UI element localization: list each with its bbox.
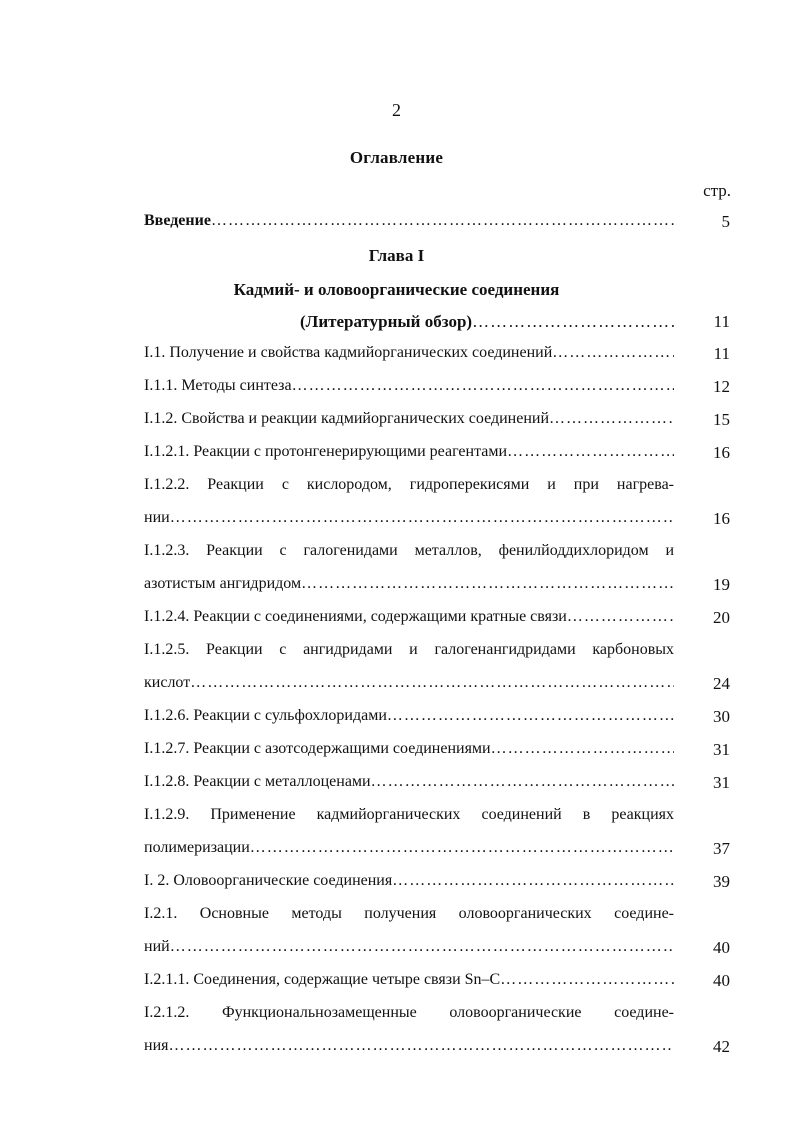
toc-entry[interactable] [144,707,674,729]
leader-dots [190,674,674,692]
leader-dots [170,938,674,956]
toc-entry-page: 42 [713,1037,730,1056]
toc-entry-title-line: I.2.1. Основные методы получения оловоорганических соедине- [144,905,674,922]
leader-dots [211,212,674,230]
toc-entry[interactable] [144,509,674,531]
toc-entry-page: 20 [713,608,730,627]
leader-dots [301,575,674,593]
leader-dots [292,377,674,395]
toc-entry-page: 5 [721,212,730,231]
pages-column-header: стр. [703,181,731,200]
toc-entry[interactable] [144,443,674,465]
toc-entry[interactable] [144,938,674,960]
toc-entry-title: I.2.1.1. Соединения, содержащие четыре связи Sn–C [144,971,501,988]
toc-entry-title: I.1.2.7. Реакции с азотсодержащими соединениями [144,740,491,757]
leader-dots [371,773,674,791]
toc-entry-title: Введение [144,212,211,229]
toc-entry-title: ния [144,1037,169,1054]
chapter-subtitle: Кадмий- и оловоорганические соединения [233,280,560,299]
page-number: 2 [392,100,401,120]
toc-entry-title: I. 2. Оловоорганические соединения [144,872,393,889]
toc-entry-page: 40 [713,971,730,990]
toc-entry-page: 40 [713,938,730,957]
leader-dots [567,608,674,626]
toc-entry[interactable] [144,971,674,993]
toc-entry-title: азотистым ангидридом [144,575,302,592]
toc-entry[interactable] [144,608,674,630]
leader-dots [250,839,674,857]
toc-entry[interactable] [144,839,674,861]
toc-entry-page: 12 [713,377,730,396]
toc-entry-page: 31 [713,773,730,792]
toc-entry-page: 19 [713,575,730,594]
toc-entry-page: 11 [713,344,730,363]
toc-entry-title-line: I.1.2.3. Реакции с галогенидами металлов, фенилйоддихлоридом и [144,542,674,559]
toc-entry-title: I.1.2.4. Реакции с соединениями, содержащими кратные связи [144,608,567,625]
toc-entry-title: полимеризации [144,839,250,856]
leader-dots [552,344,674,362]
toc-entry-title: I.1.2.6. Реакции с сульфохлоридами [144,707,387,724]
toc-entry-review[interactable] [300,312,674,334]
toc-entry-page: 11 [713,312,730,331]
toc-entry-title-line: I.2.1.2. Функциональнозамещенные оловоорганические соедине- [144,1004,674,1021]
toc-entry-title: I.1.1. Методы синтеза [144,377,292,394]
leader-dots [387,707,674,725]
leader-dots [472,312,674,332]
toc-entry-page: 31 [713,740,730,759]
toc-entry[interactable] [144,674,674,696]
leader-dots [507,443,674,461]
toc-entry-title: (Литературный обзор) [300,312,473,331]
toc-entry-title: I.1.2. Свойства и реакции кадмийорганических соединений [144,410,550,427]
leader-dots [168,1037,674,1055]
toc-entry-title: I.1.2.1. Реакции с протонгенерирующими реагентами [144,443,508,460]
leader-dots [491,740,674,758]
leader-dots [549,410,674,428]
toc-entry[interactable] [144,740,674,762]
toc-entry[interactable] [144,773,674,795]
toc-entry-page: 15 [713,410,730,429]
toc-entry-title-line: I.1.2.5. Реакции с ангидридами и галогенангидридами карбоновых [144,641,674,658]
toc-entry-page: 16 [713,509,730,528]
toc-entry-title: кислот [144,674,191,691]
toc-entry[interactable] [144,377,674,399]
chapter-heading: Глава I [368,246,425,265]
toc-entry-page: 24 [713,674,730,693]
toc-entry-title-line: I.1.2.9. Применение кадмийорганических соединений в реакциях [144,806,674,823]
toc-entry-page: 37 [713,839,730,858]
leader-dots [500,971,674,989]
toc-entry-page: 30 [713,707,730,726]
toc-entry-page: 39 [713,872,730,891]
toc-entry[interactable] [144,575,674,597]
toc-entry[interactable] [144,872,674,894]
toc-entry-title-line: I.1.2.2. Реакции с кислородом, гидроперекисями и при нагрева- [144,476,674,493]
toc-entry[interactable] [144,344,674,366]
leader-dots [392,872,674,890]
toc-entry[interactable] [144,410,674,432]
toc-entry-title: I.1.2.8. Реакции с металлоценами [144,773,371,790]
toc-entry-title: нии [144,509,170,526]
toc-entry-intro[interactable] [144,212,674,234]
toc-entry-page: 16 [713,443,730,462]
toc-entry-title: I.1. Получение и свойства кадмийорганических соединений [144,344,553,361]
leader-dots [170,509,674,527]
toc-title: Оглавление [349,148,444,167]
toc-entry[interactable] [144,1037,674,1059]
toc-entry-title: ний [144,938,170,955]
